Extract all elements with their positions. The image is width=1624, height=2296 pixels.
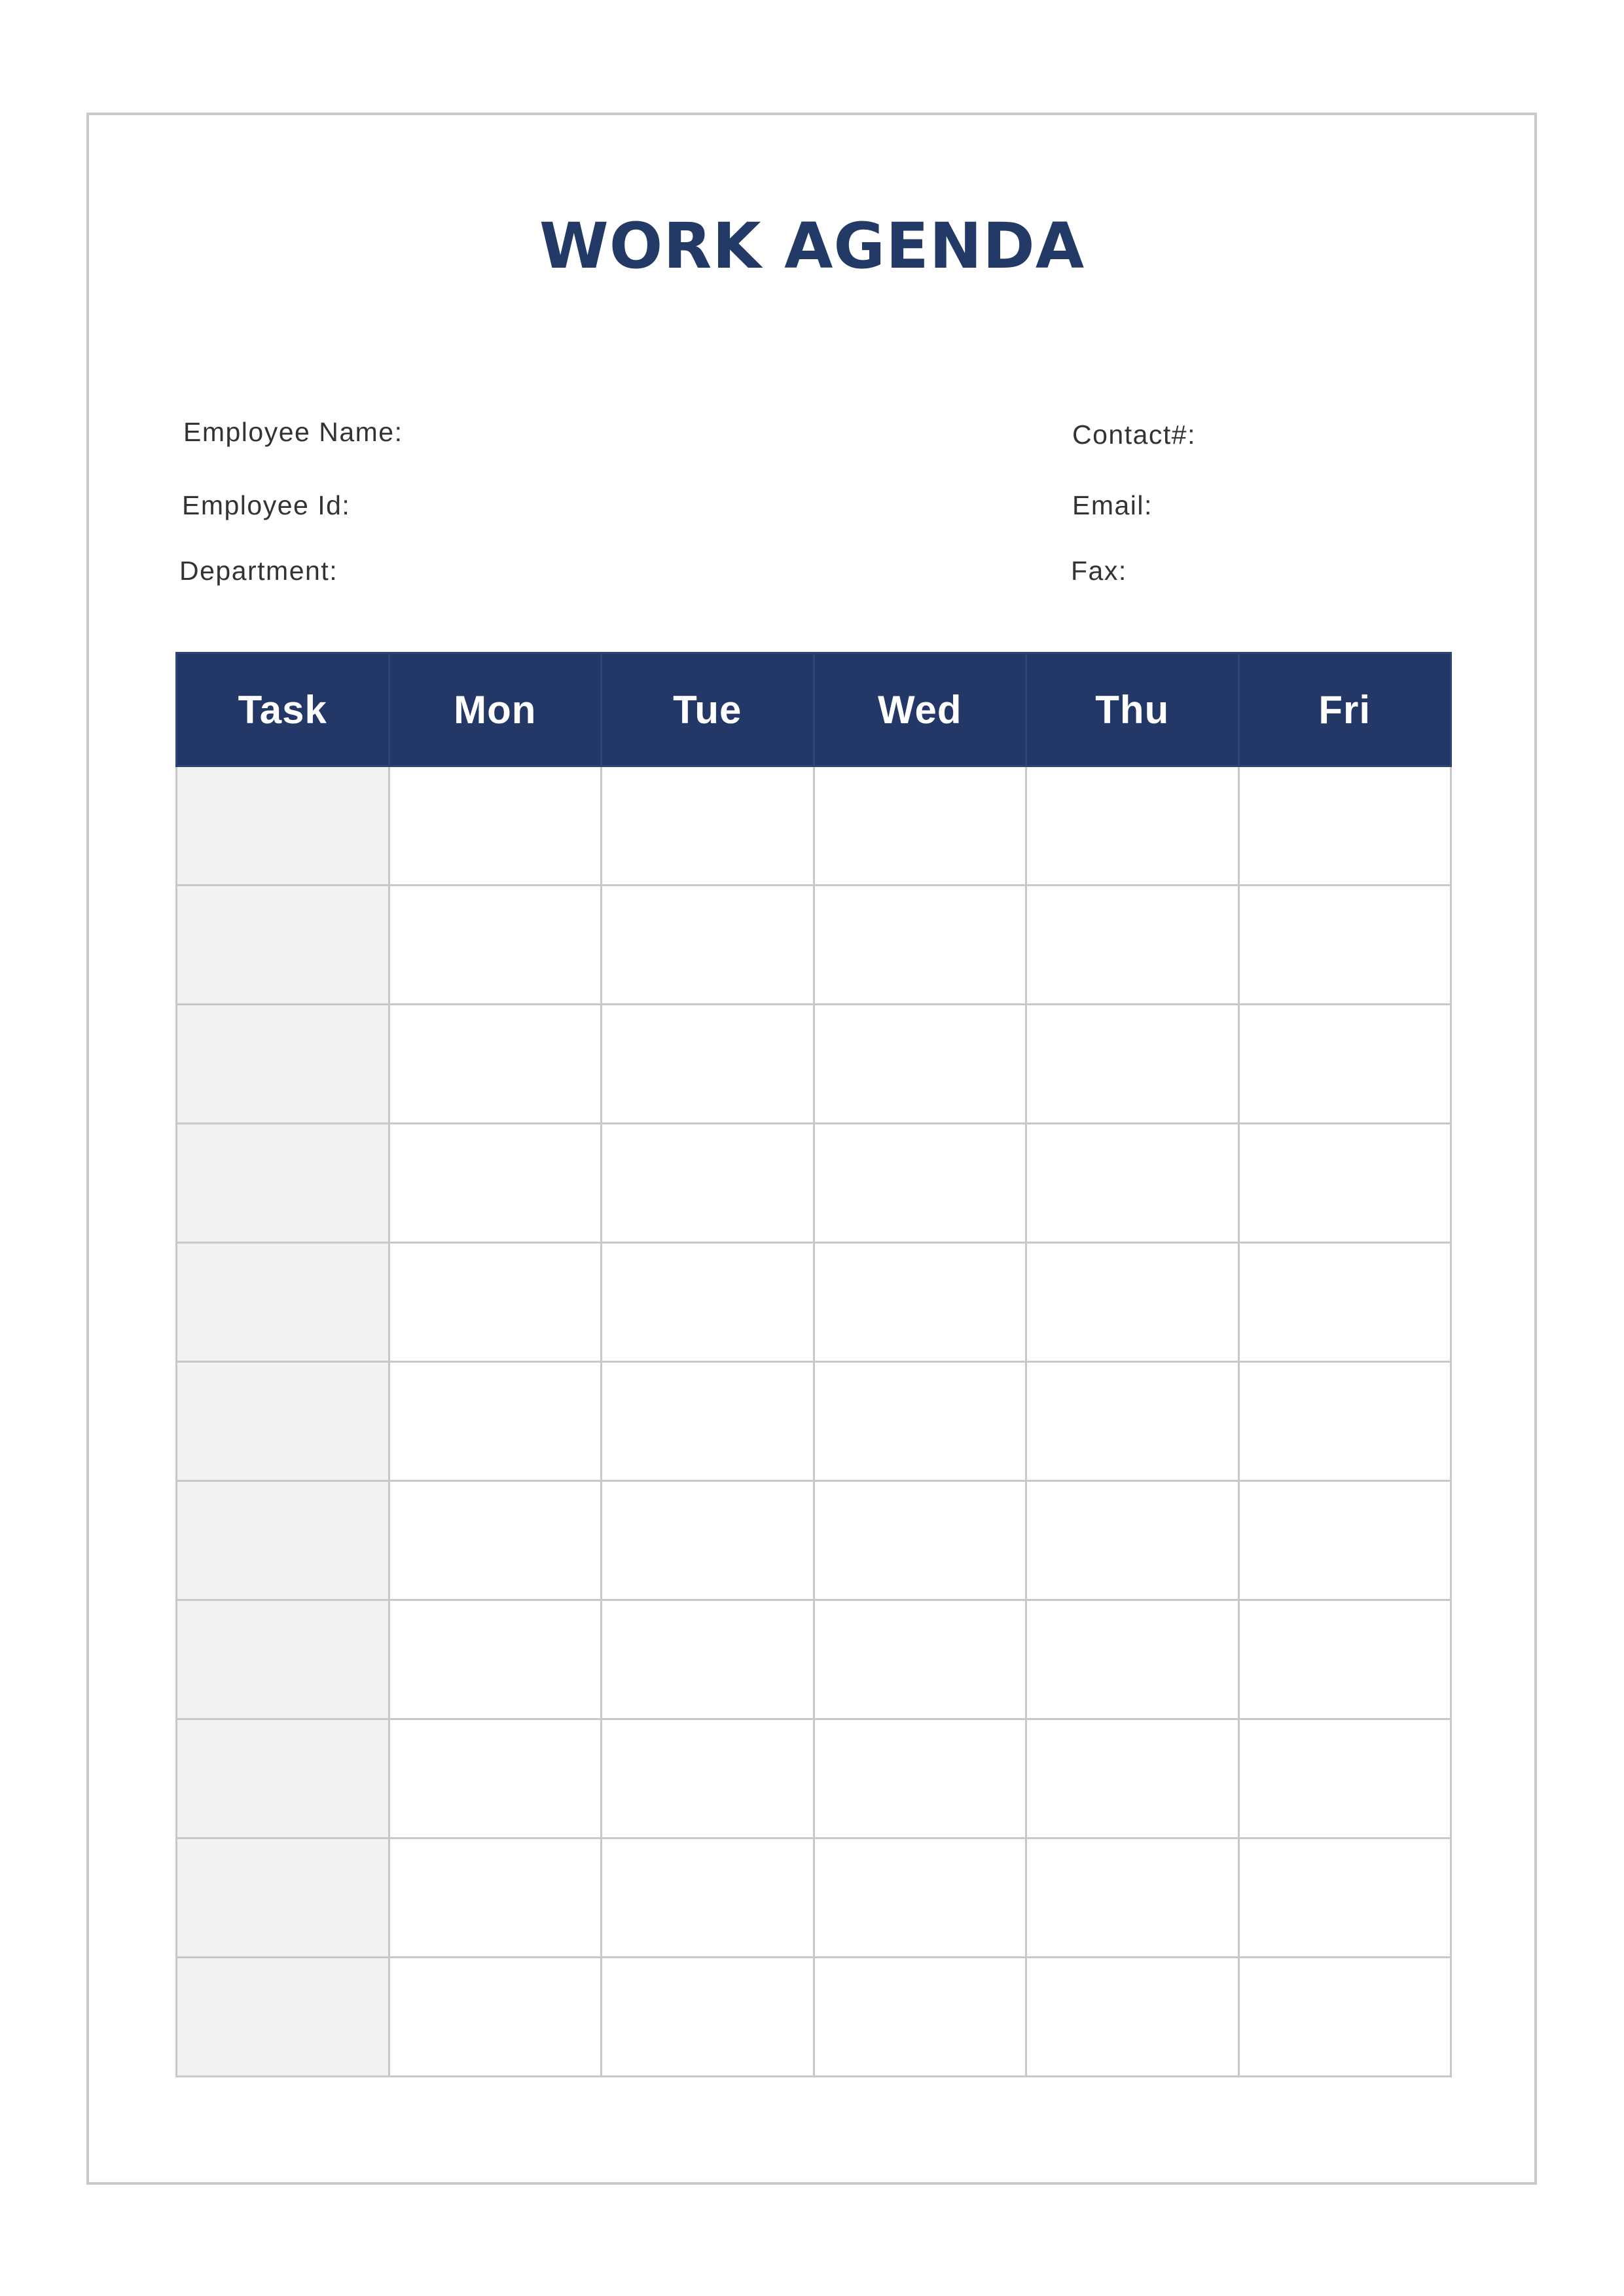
- mon-cell[interactable]: [389, 1481, 602, 1600]
- fax-label: Fax:: [1071, 556, 1127, 586]
- tue-cell[interactable]: [602, 766, 814, 886]
- fri-cell[interactable]: [1238, 1481, 1451, 1600]
- tue-cell[interactable]: [602, 1958, 814, 2077]
- task-cell[interactable]: [177, 1958, 389, 2077]
- agenda-table: [175, 652, 1452, 2077]
- column-header-thu: Thu: [1026, 653, 1239, 766]
- table-row: [177, 1600, 1451, 1719]
- task-cell[interactable]: [177, 1005, 389, 1124]
- tue-cell[interactable]: [602, 1839, 814, 1958]
- mon-cell[interactable]: [389, 1005, 602, 1124]
- mon-cell[interactable]: [389, 1958, 602, 2077]
- employee-name-label: Employee Name:: [183, 417, 403, 447]
- table-row: [177, 1243, 1451, 1362]
- fri-cell[interactable]: [1238, 1243, 1451, 1362]
- wed-cell[interactable]: [814, 1481, 1026, 1600]
- mon-cell[interactable]: [389, 1600, 602, 1719]
- wed-cell[interactable]: [814, 1958, 1026, 2077]
- thu-cell[interactable]: [1026, 1124, 1239, 1243]
- mon-cell[interactable]: [389, 1362, 602, 1481]
- thu-cell[interactable]: [1026, 1839, 1239, 1958]
- wed-cell[interactable]: [814, 886, 1026, 1005]
- page-title: WORK AGENDA: [539, 209, 1085, 283]
- wed-cell[interactable]: [814, 1600, 1026, 1719]
- table-row: [177, 1362, 1451, 1481]
- tue-cell[interactable]: [602, 1600, 814, 1719]
- thu-cell[interactable]: [1026, 1958, 1239, 2077]
- wed-cell[interactable]: [814, 1124, 1026, 1243]
- mon-cell[interactable]: [389, 886, 602, 1005]
- column-header-tue: Tue: [602, 653, 814, 766]
- fri-cell[interactable]: [1238, 1719, 1451, 1839]
- thu-cell[interactable]: [1026, 1005, 1239, 1124]
- fri-cell[interactable]: [1238, 1124, 1451, 1243]
- tue-cell[interactable]: [602, 1362, 814, 1481]
- task-cell[interactable]: [177, 1481, 389, 1600]
- column-header-fri: Fri: [1238, 653, 1451, 766]
- contact-label: Contact#:: [1072, 420, 1196, 450]
- wed-cell[interactable]: [814, 1362, 1026, 1481]
- wed-cell[interactable]: [814, 1243, 1026, 1362]
- task-cell[interactable]: [177, 1839, 389, 1958]
- task-cell[interactable]: [177, 1600, 389, 1719]
- table-row: [177, 1958, 1451, 2077]
- task-cell[interactable]: [177, 886, 389, 1005]
- table-row: [177, 1839, 1451, 1958]
- tue-cell[interactable]: [602, 886, 814, 1005]
- tue-cell[interactable]: [602, 1481, 814, 1600]
- task-cell[interactable]: [177, 1243, 389, 1362]
- tue-cell[interactable]: [602, 1719, 814, 1839]
- email-label: Email:: [1072, 490, 1153, 520]
- wed-cell[interactable]: [814, 766, 1026, 886]
- mon-cell[interactable]: [389, 1839, 602, 1958]
- table-row: [177, 1719, 1451, 1839]
- tue-cell[interactable]: [602, 1243, 814, 1362]
- table-row: [177, 886, 1451, 1005]
- department-label: Department:: [179, 556, 338, 586]
- table-row: [177, 1124, 1451, 1243]
- thu-cell[interactable]: [1026, 766, 1239, 886]
- fri-cell[interactable]: [1238, 766, 1451, 886]
- mon-cell[interactable]: [389, 1719, 602, 1839]
- thu-cell[interactable]: [1026, 1600, 1239, 1719]
- thu-cell[interactable]: [1026, 1481, 1239, 1600]
- fri-cell[interactable]: [1238, 1005, 1451, 1124]
- fri-cell[interactable]: [1238, 886, 1451, 1005]
- table-row: [177, 766, 1451, 886]
- thu-cell[interactable]: [1026, 1243, 1239, 1362]
- mon-cell[interactable]: [389, 1243, 602, 1362]
- agenda-table-body: [177, 766, 1451, 2077]
- fri-cell[interactable]: [1238, 1362, 1451, 1481]
- wed-cell[interactable]: [814, 1719, 1026, 1839]
- task-cell[interactable]: [177, 1362, 389, 1481]
- task-cell[interactable]: [177, 766, 389, 886]
- table-row: [177, 1005, 1451, 1124]
- table-row: [177, 1481, 1451, 1600]
- column-header-wed: Wed: [814, 653, 1026, 766]
- task-cell[interactable]: [177, 1124, 389, 1243]
- tue-cell[interactable]: [602, 1124, 814, 1243]
- wed-cell[interactable]: [814, 1839, 1026, 1958]
- fri-cell[interactable]: [1238, 1958, 1451, 2077]
- fri-cell[interactable]: [1238, 1839, 1451, 1958]
- mon-cell[interactable]: [389, 1124, 602, 1243]
- column-header-task: Task: [177, 653, 389, 766]
- fri-cell[interactable]: [1238, 1600, 1451, 1719]
- thu-cell[interactable]: [1026, 886, 1239, 1005]
- wed-cell[interactable]: [814, 1005, 1026, 1124]
- thu-cell[interactable]: [1026, 1362, 1239, 1481]
- task-cell[interactable]: [177, 1719, 389, 1839]
- table-header-row: [177, 653, 1451, 766]
- employee-id-label: Employee Id:: [182, 490, 351, 520]
- thu-cell[interactable]: [1026, 1719, 1239, 1839]
- column-header-mon: Mon: [389, 653, 602, 766]
- tue-cell[interactable]: [602, 1005, 814, 1124]
- mon-cell[interactable]: [389, 766, 602, 886]
